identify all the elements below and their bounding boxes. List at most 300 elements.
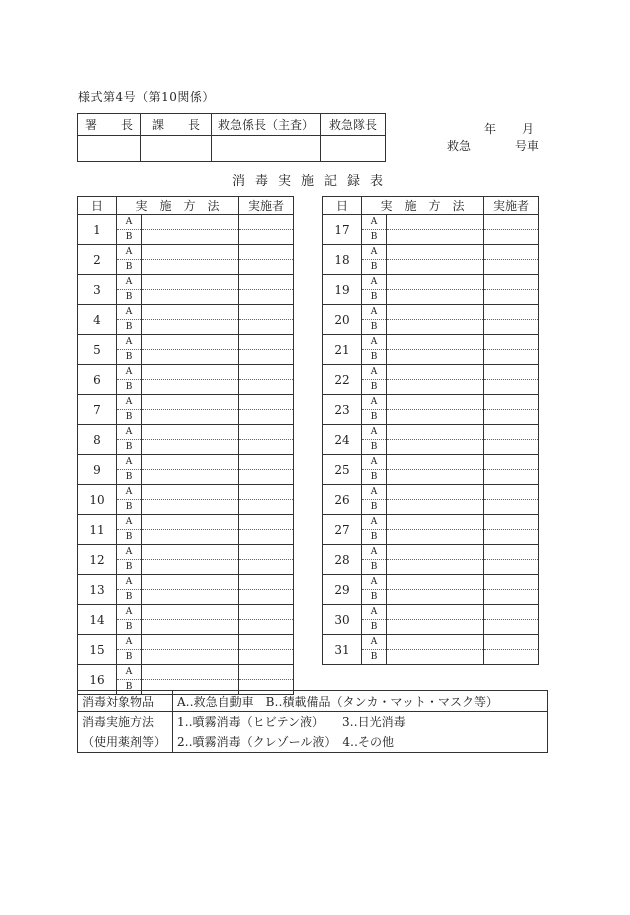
method-a[interactable] <box>387 575 483 590</box>
marker-a: A <box>117 425 141 440</box>
person-cell[interactable] <box>239 635 294 665</box>
marker-a: A <box>117 455 141 470</box>
marker-b: B <box>125 502 133 512</box>
legend-method-line1: 1‥噴霧消毒（ヒビテン液） 3‥日光消毒 <box>177 715 406 729</box>
method-b[interactable] <box>387 470 483 484</box>
person-a[interactable] <box>484 545 538 560</box>
method-a[interactable] <box>142 485 238 500</box>
person-b[interactable] <box>484 260 538 274</box>
method-a[interactable] <box>142 515 238 530</box>
method-cell[interactable] <box>387 545 484 575</box>
person-a[interactable] <box>484 485 538 500</box>
ab-marker <box>117 455 142 485</box>
method-b[interactable] <box>142 650 238 664</box>
marker-b: B <box>125 622 133 632</box>
method-a[interactable] <box>142 215 238 230</box>
person-a[interactable] <box>239 515 293 530</box>
method-cell[interactable] <box>387 215 484 245</box>
person-a[interactable] <box>239 455 293 470</box>
marker-a: A <box>362 215 386 230</box>
day-number: 5 <box>78 335 117 365</box>
method-b[interactable] <box>142 440 238 454</box>
method-cell[interactable] <box>142 545 239 575</box>
person-cell[interactable] <box>239 425 294 455</box>
table-row <box>323 215 539 245</box>
person-cell[interactable] <box>484 605 539 635</box>
person-a[interactable] <box>239 395 293 410</box>
day-number: 15 <box>78 635 117 665</box>
person-a[interactable] <box>239 425 293 440</box>
method-a[interactable] <box>142 545 238 560</box>
person-cell[interactable] <box>239 305 294 335</box>
method-a[interactable] <box>387 515 483 530</box>
method-b[interactable] <box>387 560 483 574</box>
header-method: 実 施 方 法 <box>362 197 484 215</box>
table-row <box>78 245 294 275</box>
method-a[interactable] <box>142 245 238 260</box>
marker-b: B <box>370 232 378 242</box>
method-a[interactable] <box>387 215 483 230</box>
method-b[interactable] <box>387 320 483 334</box>
person-b[interactable] <box>484 380 538 394</box>
header-method: 実 施 方 法 <box>117 197 239 215</box>
marker-a: A <box>117 635 141 650</box>
approval-header-captain: 救急隊長 <box>321 114 386 136</box>
ab-marker <box>117 365 142 395</box>
table-row <box>78 425 294 455</box>
day-number: 10 <box>78 485 117 515</box>
marker-a: A <box>362 305 386 320</box>
day-number: 14 <box>78 605 117 635</box>
person-b[interactable] <box>239 260 293 274</box>
method-cell[interactable] <box>142 395 239 425</box>
person-b[interactable] <box>484 230 538 244</box>
method-b[interactable] <box>142 560 238 574</box>
method-cell[interactable] <box>387 245 484 275</box>
marker-a: A <box>117 245 141 260</box>
method-a[interactable] <box>387 545 483 560</box>
method-b[interactable] <box>387 530 483 544</box>
method-a[interactable] <box>142 335 238 350</box>
person-b[interactable] <box>484 590 538 604</box>
legend-method-label-line1: 消毒実施方法 <box>82 715 155 729</box>
method-b[interactable] <box>142 260 238 274</box>
method-b[interactable] <box>142 530 238 544</box>
person-b[interactable] <box>484 440 538 454</box>
table-row <box>78 215 294 245</box>
day-number: 13 <box>78 575 117 605</box>
approval-stamp-cell[interactable] <box>212 136 321 162</box>
method-a[interactable] <box>142 425 238 440</box>
person-cell[interactable] <box>239 245 294 275</box>
method-cell[interactable] <box>142 335 239 365</box>
method-cell[interactable] <box>387 515 484 545</box>
person-cell[interactable] <box>484 305 539 335</box>
method-a[interactable] <box>142 665 238 680</box>
person-a[interactable] <box>484 365 538 380</box>
method-a[interactable] <box>387 305 483 320</box>
method-a[interactable] <box>142 275 238 290</box>
marker-a: A <box>362 515 386 530</box>
method-b[interactable] <box>142 620 238 634</box>
person-a[interactable] <box>239 365 293 380</box>
marker-a: A <box>117 215 141 230</box>
method-cell[interactable] <box>387 395 484 425</box>
marker-b: B <box>125 292 133 302</box>
legend-method-text <box>173 712 548 753</box>
day-number: 11 <box>78 515 117 545</box>
day-number: 26 <box>323 485 362 515</box>
marker-a: A <box>117 365 141 380</box>
marker-a: A <box>117 605 141 620</box>
person-cell[interactable] <box>484 635 539 665</box>
table-row <box>78 335 294 365</box>
method-b[interactable] <box>142 350 238 364</box>
marker-b: B <box>125 442 133 452</box>
marker-a: A <box>362 245 386 260</box>
person-a[interactable] <box>484 605 538 620</box>
ambulance-number-label <box>447 137 539 154</box>
person-a[interactable] <box>239 635 293 650</box>
marker-a: A <box>117 305 141 320</box>
method-a[interactable] <box>142 365 238 380</box>
day-number: 16 <box>78 665 117 695</box>
person-b[interactable] <box>484 410 538 424</box>
person-a[interactable] <box>239 485 293 500</box>
person-cell[interactable] <box>239 365 294 395</box>
person-cell[interactable] <box>484 545 539 575</box>
method-b[interactable] <box>142 230 238 244</box>
table-row <box>323 425 539 455</box>
year-label: 年 <box>484 122 497 136</box>
method-cell[interactable] <box>387 305 484 335</box>
person-cell[interactable] <box>484 575 539 605</box>
method-cell[interactable] <box>387 635 484 665</box>
method-a[interactable] <box>387 275 483 290</box>
marker-a: A <box>362 575 386 590</box>
person-a[interactable] <box>484 305 538 320</box>
marker-b: B <box>370 352 378 362</box>
ab-marker <box>117 335 142 365</box>
method-b[interactable] <box>142 290 238 304</box>
method-b[interactable] <box>387 590 483 604</box>
method-b[interactable] <box>387 620 483 634</box>
marker-b: B <box>370 472 378 482</box>
marker-a: A <box>117 395 141 410</box>
person-b[interactable] <box>484 320 538 334</box>
marker-a: A <box>362 485 386 500</box>
approval-stamp-cell[interactable] <box>321 136 386 162</box>
person-a[interactable] <box>484 395 538 410</box>
marker-b: B <box>370 562 378 572</box>
marker-b: B <box>370 652 378 662</box>
approval-header-subsection: 救急係長（主査） <box>212 114 321 136</box>
person-cell[interactable] <box>239 575 294 605</box>
marker-b: B <box>370 412 378 422</box>
method-cell[interactable] <box>142 275 239 305</box>
table-row <box>323 635 539 665</box>
marker-b: B <box>370 502 378 512</box>
person-b[interactable] <box>239 350 293 364</box>
ab-marker <box>117 515 142 545</box>
method-a[interactable] <box>387 395 483 410</box>
legend-method-line2: 2‥噴霧消毒（クレゾール液） 4‥その他 <box>177 735 395 749</box>
method-cell[interactable] <box>387 425 484 455</box>
person-b[interactable] <box>484 560 538 574</box>
ab-marker <box>362 575 387 605</box>
marker-b: B <box>125 562 133 572</box>
method-a[interactable] <box>387 485 483 500</box>
person-b[interactable] <box>239 320 293 334</box>
method-b[interactable] <box>142 410 238 424</box>
kyukyu-label: 救急 <box>447 139 472 153</box>
person-b[interactable] <box>239 530 293 544</box>
ab-marker <box>362 485 387 515</box>
person-a[interactable] <box>239 605 293 620</box>
table-row <box>323 545 539 575</box>
person-a[interactable] <box>484 245 538 260</box>
person-b[interactable] <box>484 290 538 304</box>
person-b[interactable] <box>239 410 293 424</box>
person-a[interactable] <box>484 515 538 530</box>
day-number: 3 <box>78 275 117 305</box>
person-cell[interactable] <box>484 425 539 455</box>
method-b[interactable] <box>387 230 483 244</box>
day-number: 31 <box>323 635 362 665</box>
person-a[interactable] <box>239 215 293 230</box>
method-a[interactable] <box>142 395 238 410</box>
marker-b: B <box>125 472 133 482</box>
method-cell[interactable] <box>142 635 239 665</box>
table-row <box>323 245 539 275</box>
person-a[interactable] <box>239 665 293 680</box>
person-b[interactable] <box>239 290 293 304</box>
marker-a: A <box>362 275 386 290</box>
method-cell[interactable] <box>142 215 239 245</box>
day-number: 12 <box>78 545 117 575</box>
marker-b: B <box>125 532 133 542</box>
method-cell[interactable] <box>387 335 484 365</box>
ab-marker <box>117 545 142 575</box>
person-b[interactable] <box>239 470 293 484</box>
header-person: 実施者 <box>239 197 294 215</box>
person-cell[interactable] <box>484 485 539 515</box>
table-row <box>323 605 539 635</box>
method-b[interactable] <box>387 500 483 514</box>
day-number: 4 <box>78 305 117 335</box>
record-table-left <box>77 196 294 695</box>
method-a[interactable] <box>142 605 238 620</box>
method-cell[interactable] <box>142 305 239 335</box>
method-b[interactable] <box>387 260 483 274</box>
method-b[interactable] <box>142 470 238 484</box>
method-b[interactable] <box>142 500 238 514</box>
person-b[interactable] <box>239 440 293 454</box>
method-a[interactable] <box>387 245 483 260</box>
person-b[interactable] <box>484 350 538 364</box>
person-a[interactable] <box>239 305 293 320</box>
ab-marker <box>117 395 142 425</box>
method-b[interactable] <box>142 590 238 604</box>
method-a[interactable] <box>387 455 483 470</box>
table-row <box>78 305 294 335</box>
legend-target-text: A‥救急自動車 B‥積載備品（タンカ・マット・マスク等） <box>173 691 548 712</box>
record-table-right <box>322 196 539 665</box>
table-row <box>323 305 539 335</box>
method-b[interactable] <box>387 290 483 304</box>
marker-b: B <box>125 352 133 362</box>
person-b[interactable] <box>239 560 293 574</box>
ab-marker <box>362 245 387 275</box>
person-cell[interactable] <box>239 455 294 485</box>
ab-marker <box>362 215 387 245</box>
marker-a: A <box>117 335 141 350</box>
marker-b: B <box>125 682 133 692</box>
method-a[interactable] <box>387 425 483 440</box>
person-cell[interactable] <box>484 335 539 365</box>
person-cell[interactable] <box>239 215 294 245</box>
person-b[interactable] <box>239 620 293 634</box>
day-number: 7 <box>78 395 117 425</box>
approval-stamp-table <box>77 113 386 162</box>
method-cell[interactable] <box>387 575 484 605</box>
marker-b: B <box>370 532 378 542</box>
person-cell[interactable] <box>239 395 294 425</box>
method-b[interactable] <box>387 650 483 664</box>
method-b[interactable] <box>387 380 483 394</box>
method-b[interactable] <box>387 350 483 364</box>
person-b[interactable] <box>239 230 293 244</box>
person-a[interactable] <box>484 575 538 590</box>
person-b[interactable] <box>239 590 293 604</box>
legend-target-label: 消毒対象物品 <box>78 691 173 712</box>
ab-marker <box>362 545 387 575</box>
person-b[interactable] <box>239 650 293 664</box>
page-title: 消毒実施記録表 <box>232 174 394 189</box>
method-b[interactable] <box>387 410 483 424</box>
approval-stamp-cell[interactable] <box>141 136 212 162</box>
method-a[interactable] <box>142 575 238 590</box>
person-cell[interactable] <box>239 515 294 545</box>
person-a[interactable] <box>239 575 293 590</box>
marker-a: A <box>117 575 141 590</box>
person-a[interactable] <box>239 275 293 290</box>
month-label: 月 <box>522 122 535 136</box>
marker-b: B <box>125 652 133 662</box>
person-a[interactable] <box>239 335 293 350</box>
person-a[interactable] <box>484 335 538 350</box>
method-cell[interactable] <box>387 605 484 635</box>
person-b[interactable] <box>484 500 538 514</box>
person-b[interactable] <box>484 650 538 664</box>
method-a[interactable] <box>387 635 483 650</box>
person-a[interactable] <box>239 545 293 560</box>
person-b[interactable] <box>484 470 538 484</box>
person-cell[interactable] <box>239 275 294 305</box>
person-a[interactable] <box>239 245 293 260</box>
person-cell[interactable] <box>484 515 539 545</box>
method-cell[interactable] <box>142 425 239 455</box>
method-b[interactable] <box>142 380 238 394</box>
legend-method-label <box>78 712 173 753</box>
method-cell[interactable] <box>387 485 484 515</box>
table-row <box>323 335 539 365</box>
person-cell[interactable] <box>484 365 539 395</box>
marker-a: A <box>362 635 386 650</box>
table-row <box>78 635 294 665</box>
table-row <box>323 455 539 485</box>
person-cell[interactable] <box>484 215 539 245</box>
person-cell[interactable] <box>484 245 539 275</box>
method-a[interactable] <box>387 335 483 350</box>
method-a[interactable] <box>142 635 238 650</box>
form-number: 様式第4号（第10関係） <box>78 90 215 104</box>
person-b[interactable] <box>484 620 538 634</box>
ab-marker <box>117 485 142 515</box>
method-cell[interactable] <box>142 245 239 275</box>
ab-marker <box>362 635 387 665</box>
person-cell[interactable] <box>484 455 539 485</box>
person-b[interactable] <box>239 500 293 514</box>
legend-table <box>77 690 548 753</box>
method-a[interactable] <box>387 605 483 620</box>
method-a[interactable] <box>387 365 483 380</box>
ab-marker <box>362 335 387 365</box>
person-b[interactable] <box>239 380 293 394</box>
marker-a: A <box>362 545 386 560</box>
person-cell[interactable] <box>239 335 294 365</box>
method-b[interactable] <box>387 440 483 454</box>
method-cell[interactable] <box>387 365 484 395</box>
method-a[interactable] <box>142 305 238 320</box>
person-cell[interactable] <box>484 275 539 305</box>
marker-b: B <box>370 322 378 332</box>
person-cell[interactable] <box>239 605 294 635</box>
marker-a: A <box>117 485 141 500</box>
method-cell[interactable] <box>387 455 484 485</box>
day-number: 20 <box>323 305 362 335</box>
person-a[interactable] <box>484 275 538 290</box>
person-a[interactable] <box>484 635 538 650</box>
day-number: 27 <box>323 515 362 545</box>
method-b[interactable] <box>142 320 238 334</box>
person-cell[interactable] <box>239 545 294 575</box>
approval-stamp-cell[interactable] <box>78 136 141 162</box>
ab-marker <box>117 275 142 305</box>
person-cell[interactable] <box>484 395 539 425</box>
method-cell[interactable] <box>142 455 239 485</box>
person-b[interactable] <box>484 530 538 544</box>
day-number: 21 <box>323 335 362 365</box>
ab-marker <box>362 275 387 305</box>
method-cell[interactable] <box>142 575 239 605</box>
method-cell[interactable] <box>142 365 239 395</box>
person-a[interactable] <box>484 455 538 470</box>
method-cell[interactable] <box>142 605 239 635</box>
day-number: 19 <box>323 275 362 305</box>
method-cell[interactable] <box>142 515 239 545</box>
person-cell[interactable] <box>239 485 294 515</box>
method-cell[interactable] <box>387 275 484 305</box>
person-a[interactable] <box>484 425 538 440</box>
marker-a: A <box>362 455 386 470</box>
day-number: 9 <box>78 455 117 485</box>
ab-marker <box>117 245 142 275</box>
method-a[interactable] <box>142 455 238 470</box>
method-cell[interactable] <box>142 485 239 515</box>
table-row <box>323 485 539 515</box>
person-a[interactable] <box>484 215 538 230</box>
